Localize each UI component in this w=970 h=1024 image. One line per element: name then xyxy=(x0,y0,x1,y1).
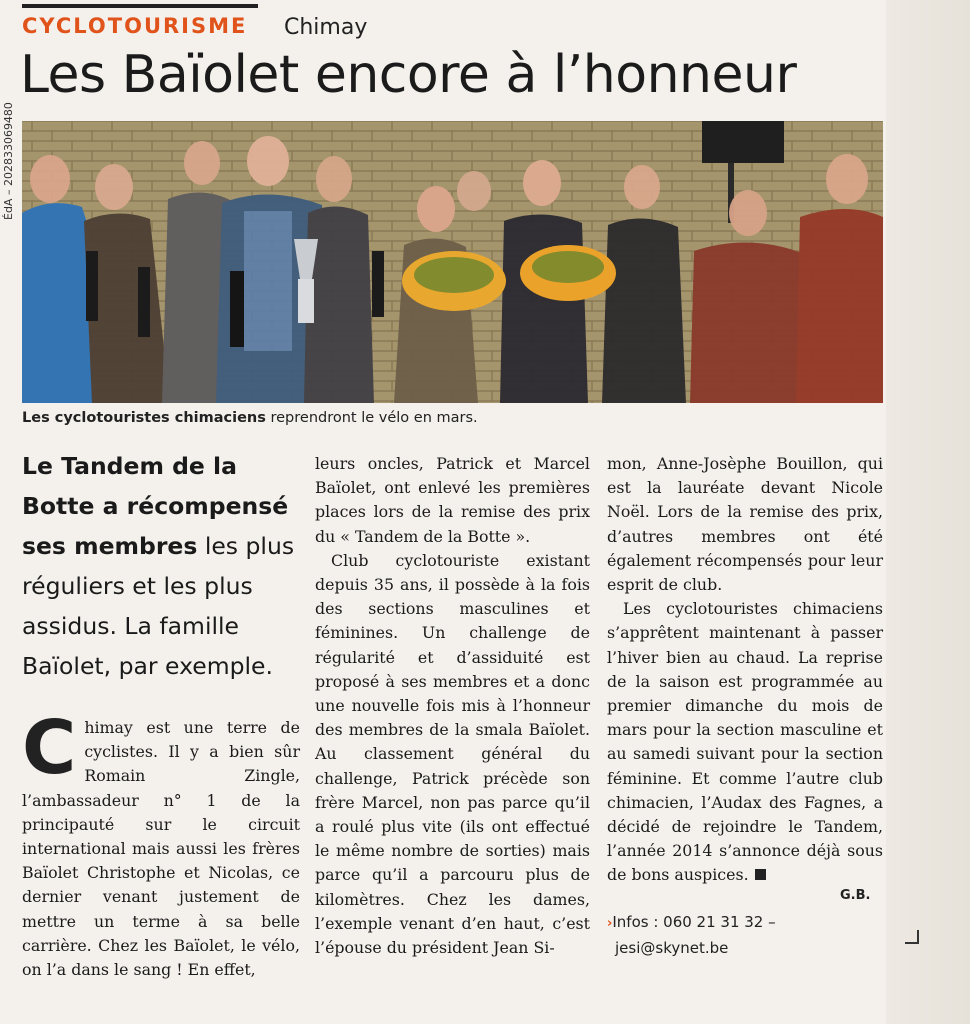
arrow-icon: › xyxy=(607,916,613,931)
rubric-rule xyxy=(22,4,258,8)
info-phone: Infos : 060 21 31 32 – xyxy=(612,913,776,931)
paragraph: leurs oncles, Patrick et Marcel Baïolet, ont enlevé les premières places lors de la remise des prix du « Tandem de la Botte ». xyxy=(315,454,590,546)
group-photo xyxy=(22,121,883,403)
body-text-col1: himay est une terre de cyclistes. Il y a bien sûr Romain Zingle, l’ambassadeur n° 1 de la principauté sur le circuit international mais aussi les frères Baïolet Christophe et Nicolas, ce dernier venant justement de mettre un terme à sa belle carrière. Chez les Baïolet, le vélo, on l’a dans le sang ! En effet, xyxy=(22,718,300,980)
photo-caption xyxy=(22,410,478,426)
caption-text: reprendront le vélo en mars. xyxy=(265,410,478,426)
article-lead xyxy=(22,446,304,686)
info-email[interactable]: jesi@skynet.be xyxy=(615,939,729,957)
adjacent-page-bleed xyxy=(886,0,970,1024)
paragraph xyxy=(607,597,883,887)
corner-mark xyxy=(905,930,919,944)
article-headline: Les Baïolet encore à l’honneur xyxy=(20,45,797,105)
photo-credit: ÉdA – 202833069480 xyxy=(2,102,15,220)
group-photo-illustration xyxy=(22,121,883,403)
section-rubric: CYCLOTOURISME xyxy=(22,14,248,38)
drop-cap: C xyxy=(22,705,77,791)
body-column-2 xyxy=(315,452,590,960)
paragraph: Club cyclotouriste existant depuis 35 ans, il possède à la fois des sections masculines et féminines. Un challenge de régularité et d’assiduité est proposé à ses membres et a donc une nouvelle fois mis à l’honneur des membres de la smala Baïolet. Au classement général du challenge, Patrick précède son frère Marcel, non pas parce qu’il a roulé plus vite (ils ont effectué le même nombre de sorties) mais parce qu’il a parcouru plus de kilomètres. Chez les dames, l’exemple venant d’en haut, c’est l’épouse du président Jean Si- xyxy=(315,550,590,958)
end-mark xyxy=(755,869,766,880)
paragraph-text: Les cyclotouristes chimaciens s’apprêtent maintenant à passer l’hiver bien au chaud. La reprise de la saison est programmée au premier dimanche du mois de mars pour la section masculine et au samedi suivant pour la section féminine. Et comme l’autre club chimacien, l’Audax des Fagnes, a décidé de rejoindre le Tandem, l’année 2014 s’annonce déjà sous de bons auspices. xyxy=(607,599,883,885)
body-column-3 xyxy=(607,452,883,888)
author-signature: G.B. xyxy=(840,888,871,903)
info-box xyxy=(607,910,776,960)
lead-text: les plus réguliers et les plus assidus. La famille Baïolet, par exemple. xyxy=(22,532,295,680)
paragraph: mon, Anne-Josèphe Bouillon, qui est la lauréate devant Nicole Noël. Lors de la remise des prix, d’autres membres ont été également récompensés pour leur esprit de club. xyxy=(607,454,883,595)
lead-bold: Le Tandem de la Botte a récompensé ses membres xyxy=(22,452,289,560)
body-column-1 xyxy=(22,705,300,982)
caption-bold: Les cyclotouristes chimaciens xyxy=(22,410,266,426)
dateline-place: Chimay xyxy=(284,15,368,40)
